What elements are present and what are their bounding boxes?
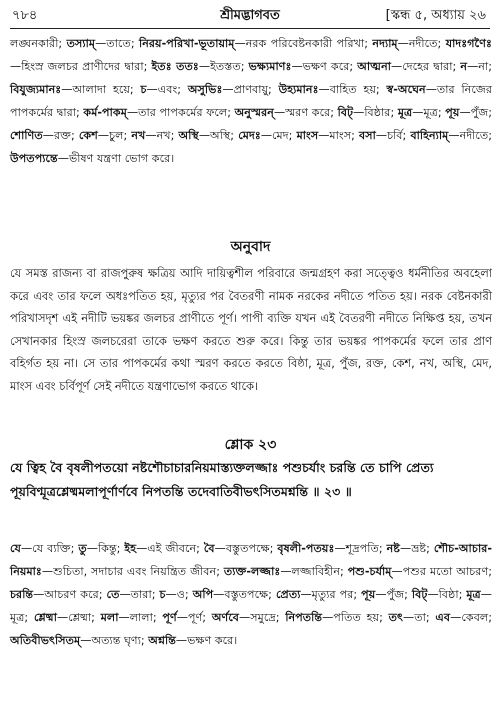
synonym-term: কর্ম-পাকম্ xyxy=(83,106,127,119)
synonym-term: অতিবীভৎসিতম্ xyxy=(10,634,81,647)
synonym-meaning: —এবং; xyxy=(146,83,188,96)
synonym-term: বিযুজ্যমানঃ xyxy=(10,83,62,96)
verse-text: যে ত্বিহ বৈ বৃষলীপতয়ো নষ্টশৌচাচারনিয়মাস্ত্যক্তলজ্জাঃ পশুচর্যাং চরন্তি তে চাপি প্রেত্য পূয়বিণ্মূত্রশ্লেষ্মমলাপূর্ণার্ণবে নিপতন্তি তদেবাতিবীভৎসিতমশ্নন্তি ॥ ২৩ ॥ xyxy=(10,460,434,499)
synonym-meaning: —তার নিজের পাপকর্মের দ্বারা; xyxy=(10,83,493,119)
synonym-meaning: —পুঁজ; xyxy=(375,588,412,601)
synonym-term: বৃষলী-পতয়ঃ xyxy=(277,542,335,555)
synonym-term: বিট্ xyxy=(411,588,428,601)
synonym-term: বিট্ xyxy=(337,106,354,119)
synonym-meaning: —নদীতে; xyxy=(397,37,446,50)
synonym-term: ভক্ষ্যমাণঃ xyxy=(248,60,292,73)
synonym-term: চরন্তি xyxy=(10,588,34,601)
synonym-meaning: —নরক পরিবেষ্টনকারী পরিখা; xyxy=(234,37,373,50)
synonym-term: ন xyxy=(460,60,468,73)
synonym-meaning: —পূর্ণ; xyxy=(176,611,212,624)
synonym-meaning: —হিংস্র জলচর প্রাণীদের দ্বারা; xyxy=(10,60,152,73)
synonym-meaning: —চুল; xyxy=(97,129,132,142)
synonym-term: মূত্র xyxy=(397,106,413,119)
synonym-term: নখ xyxy=(131,129,146,142)
synonym-term: এব xyxy=(435,611,451,624)
translation-heading: অনুবাদ xyxy=(230,239,271,255)
synonym-meaning: —স্মরণ করে; xyxy=(273,106,338,119)
synonym-meaning: —চর্বি; xyxy=(375,129,411,142)
synonym-meaning: —অস্থি; xyxy=(198,129,239,142)
synonym-term: শোণিত xyxy=(10,129,43,142)
synonym-term: বৈ xyxy=(203,542,215,555)
synonym-term: অপি xyxy=(192,588,214,601)
synonym-term: পূয় xyxy=(361,588,376,601)
synonym-meaning: —নখ; xyxy=(145,129,179,142)
synonym-term: বাহিন্যাম্ xyxy=(410,129,449,142)
synonym-term: ত্যক্ত-লজ্জাঃ xyxy=(223,565,281,578)
synonym-term: নিপতন্তি xyxy=(285,611,323,624)
synonym-meaning: —ইতস্তত; xyxy=(198,60,249,73)
synonym-meaning: —মূত্র; xyxy=(412,106,446,119)
synonym-meaning: —ভক্ষণ করে; xyxy=(291,60,358,73)
synonym-meaning: —এই জীবনে; xyxy=(136,542,204,555)
synonym-term: বসা xyxy=(359,129,376,142)
synonym-term: অসুভিঃ xyxy=(187,83,223,96)
synonym-meaning: —অত্যন্ত ঘৃণ্য; xyxy=(80,634,149,647)
synonym-term: যাদঃগণৈঃ xyxy=(445,37,492,50)
synonym-meaning: লঙ্ঘনকারী; xyxy=(10,37,67,50)
synonym-term: পূর্ণ xyxy=(162,611,177,624)
synonyms-paragraph-1 xyxy=(10,32,492,170)
synonym-meaning: —না; xyxy=(467,60,492,73)
synonym-meaning: —বাহিত হয়; xyxy=(318,83,387,96)
synonym-meaning: —কিন্তু; xyxy=(86,542,125,555)
synonym-meaning: —কেবল; xyxy=(450,611,493,624)
synonym-term: যে xyxy=(10,542,21,555)
synonym-meaning: —পুঁজ; xyxy=(459,106,492,119)
page-header xyxy=(10,6,490,28)
synonym-meaning: —তারা; xyxy=(119,588,160,601)
synonym-term: পূয় xyxy=(445,106,460,119)
synonym-meaning: —বিষ্ঠার; xyxy=(353,106,398,119)
synonym-meaning: —লালা; xyxy=(118,611,163,624)
synonym-meaning: —বস্তুতপক্ষে; xyxy=(214,542,278,555)
synonym-term: অর্ণবে xyxy=(211,611,240,624)
synonym-term: মাংস xyxy=(296,129,319,142)
synonym-term: মেদঃ xyxy=(238,129,261,142)
synonym-term: উহ্যমানঃ xyxy=(278,83,319,96)
section-reference: [স্কন্ধ ৫, অধ্যায় ২৬ xyxy=(385,8,486,23)
synonym-term: তৎ xyxy=(388,611,404,624)
synonym-term: মূত্র xyxy=(466,588,481,601)
synonym-term: ইহ xyxy=(124,542,137,555)
synonym-meaning: —লজ্জাবিহীন; xyxy=(280,565,348,578)
synonym-term: পশু-চর্যাম্ xyxy=(347,565,392,578)
verse-heading: শ্লোক ২৩ xyxy=(224,437,277,453)
header-rule xyxy=(10,28,490,29)
synonym-term: ইতঃ ততঃ xyxy=(151,60,199,73)
synonyms-paragraph-2 xyxy=(10,537,492,652)
synonym-meaning: —মাংস; xyxy=(318,129,359,142)
synonym-meaning: —শূদ্রপতি; xyxy=(334,542,387,555)
synonym-meaning: —নদীতে; xyxy=(448,129,492,142)
synonym-meaning: —ও; xyxy=(165,588,193,601)
synonym-term: আত্মনা xyxy=(357,60,392,73)
synonym-meaning: —বস্তুতপক্ষে; xyxy=(213,588,276,601)
page-number: ৭৮৪ xyxy=(12,8,38,23)
synonym-meaning: —ভ্রষ্ট; xyxy=(400,542,434,555)
book-title: শ্রীমদ্ভাগবত xyxy=(220,8,280,23)
synonym-term: তু xyxy=(78,542,87,555)
synonym-term: নিরয়-পরিখা-ভূতায়াম্ xyxy=(139,37,235,50)
synonym-term: মলা xyxy=(100,611,119,624)
synonym-meaning: —তার পাপকর্মের ফলে; xyxy=(126,106,235,119)
synonym-term: শৌচ-আচার-নিয়মাঃ xyxy=(10,542,492,578)
synonym-meaning: —বিষ্ঠা; xyxy=(427,588,467,601)
synonym-meaning: —শুচিতা, সদাচার এবং নিয়ন্ত্রিত জীবন; xyxy=(41,565,224,578)
synonym-meaning: —ভীষণ যন্ত্রণা ভোগ করে। xyxy=(57,152,175,165)
synonym-meaning: —রক্ত; xyxy=(42,129,79,142)
synonym-term: উপতপ্যন্তে xyxy=(10,152,58,165)
synonym-meaning: —মৃত্যুর পর; xyxy=(300,588,362,601)
synonym-meaning: —দেহের দ্বারা; xyxy=(391,60,461,73)
synonym-term: তস্যাম্ xyxy=(66,37,96,50)
synonym-meaning: —মেদ; xyxy=(260,129,297,142)
synonym-meaning: —আলাদা হয়ে; xyxy=(61,83,141,96)
synonym-meaning: —সমুদ্রে; xyxy=(239,611,286,624)
synonym-meaning: —পতিত হয়; xyxy=(322,611,389,624)
synonym-term: শ্লেষ্মা xyxy=(33,611,57,624)
synonym-meaning: —পশুর মতো আচরণ; xyxy=(391,565,492,578)
synonym-meaning: —তা; xyxy=(403,611,436,624)
synonym-term: অনুস্মরন্ xyxy=(234,106,274,119)
synonym-meaning: —মূত্র; xyxy=(10,588,492,624)
synonym-term: অশ্নন্তি xyxy=(148,634,176,647)
synonym-meaning: —প্রাণবায়ু; xyxy=(222,83,279,96)
synonym-term: তে xyxy=(106,588,120,601)
synonym-meaning: —যে ব্যক্তি; xyxy=(20,542,79,555)
synonym-meaning: —আচরণ করে; xyxy=(33,588,107,601)
translation-paragraph: যে সমস্ত রাজন্য বা রাজপুরুষ ক্ষত্রিয় আদি দায়িত্বশীল পরিবারে জন্মগ্রহণ করা সত্ত্বেও ধর্মনীতির অবহেলা করে এবং তার ফলে অধঃপতিত হয়, মৃত্যুর পর বৈতরণী নামক নরকের নদীতে পতিত হয়। নরক বেষ্টনকারী পরিখাসদৃশ এই নদীটি ভয়ঙ্কর জলচর প্রাণীতে পূর্ণ। পাপী ব্যক্তি যখন এই বৈতরণী নদীতে নিক্ষিপ্ত হয়, তখন সেখানকার হিংস্র জলচরেরা তাকে ভক্ষণ করতে শুরু করে। কিন্তু তার ভয়ঙ্কর পাপকর্মের ফলে তার প্রাণ বহির্গত হয় না। সে তার পাপকর্মের কথা স্মরণ করতে করতে বিষ্ঠা, মূত্র, পুঁজ, রক্ত, কেশ, নখ, অস্থি, মেদ, মাংস এবং চর্বিপূর্ণ সেই নদীতে যন্ত্রণাভোগ করতে থাকে। xyxy=(10,266,492,393)
synonym-term: অস্থি xyxy=(178,129,199,142)
synonym-meaning: —শ্লেষ্মা; xyxy=(56,611,101,624)
synonym-term: চ xyxy=(140,83,147,96)
synonym-meaning: —ভক্ষণ করে। xyxy=(175,634,238,647)
synonym-meaning: —তাতে; xyxy=(95,37,140,50)
synonym-term: নদ্যাম্ xyxy=(372,37,398,50)
synonym-term: কেশ xyxy=(78,129,98,142)
synonym-term: চ xyxy=(159,588,166,601)
synonym-term: প্রেত্য xyxy=(275,588,301,601)
synonym-term: স্ব-অঘেন xyxy=(386,83,426,96)
synonym-term: নষ্ট xyxy=(386,542,400,555)
